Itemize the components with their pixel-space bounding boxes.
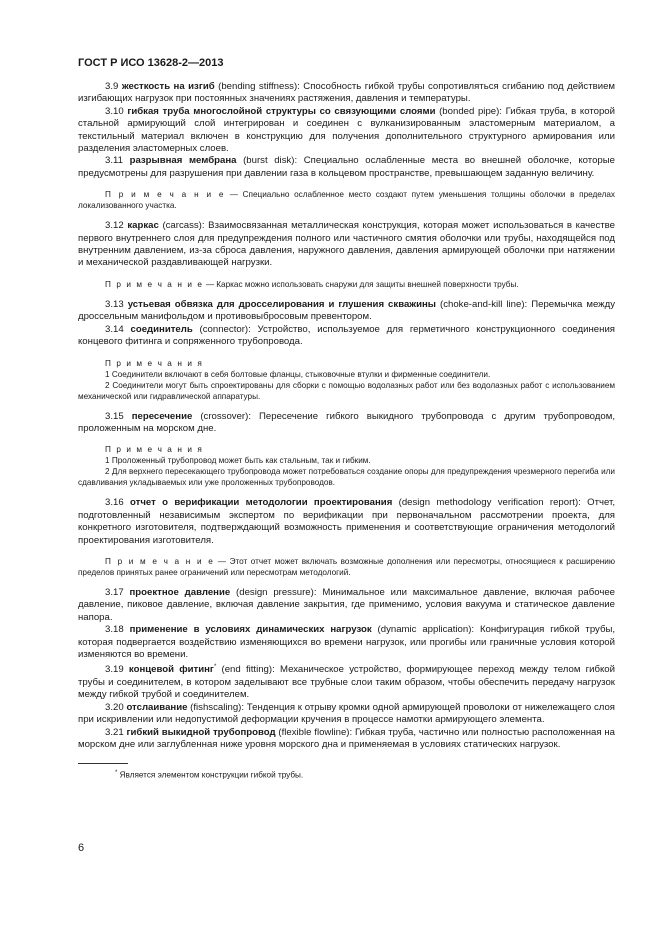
document-header: ГОСТ Р ИСО 13628-2—2013 — [78, 57, 224, 69]
term: жесткость на изгиб — [121, 81, 215, 92]
definition-3-21: 3.21 гибкий выкидной трубопровод (flexible flowline): Гибкая труба, частично или полностью расположенная на морском дне или заглубленная ниже уровня морского дна и применяемая в условиях статических нагрузок. — [78, 726, 616, 750]
note-3-14-heading: П р и м е ч а н и я — [105, 358, 204, 368]
definition-3-10: 3.10 гибкая труба многослойной структуры со связующими слоями (bonded pipe): Гибкая труба, в которой стальной армирующий слой интегрирован и соединен с вулканизированным эластомерным материалом, а текстильный материал включен в конструкцию для получения дополнительного структурного армирования или разделения эластомерных слоев. — [78, 105, 615, 155]
footnote-marker: * — [213, 664, 217, 671]
term: соединитель — [130, 323, 193, 335]
definition-3-19: 3.19 концевой фитинг* (end fitting): Механическое устройство, формирующее переход между телом гибкой трубы и соединителем, в котором заделывают все трубные слои таким образом, чтобы обеспечить передачу нагрузок между гибкой трубой и соединителем. — [78, 664, 615, 701]
term: гибкий выкидной трубопровод — [126, 726, 276, 738]
term: пересечение — [131, 410, 193, 422]
definition-3-12: 3.12 каркас (carcass): Взаимосвязанная металлическая конструкция, которая может использоваться в качестве первого внутреннего слоя для предупреждения полного или частичного смятия оболочки или трубы, находящейся под внутренним давлением, из-за сброса давления, наружного давления, давления армирующей оболочки при натяжении и механической раздавливающей нагрузки. — [78, 220, 615, 269]
term: отслаивание — [126, 701, 188, 713]
term: применение в условиях динамических нагрузок — [129, 624, 372, 636]
term: отчет о верификации методологии проектирования — [130, 497, 393, 509]
definition-3-16: 3.16 отчет о верификации методологии проектирования (design methodology verification report): Отчет, подготовленный независимым экспертом по верификации при первоначальном рассмотрении проекта, для конкретного изготовителя, подтверждающий возможность применения и соответствующие ограничения методологий проектирования изготовителя. — [78, 497, 616, 546]
note-3-14-item: 1 Соединители включают в себя болтовые фланцы, стыковочные втулки и фирменные соединители. — [105, 369, 491, 379]
note-3-15-item: 2 Для верхнего пересекающего трубопровода может потребоваться создание опоры для предупреждения чрезмерного перегиба или сдавливания укладываемых или уже проложенных трубопроводов. — [78, 467, 615, 488]
definition-3-9: 3.9 жесткость на изгиб (bending stiffness): Способность гибкой трубы сопротивляться сгибанию под действием изгибающих нагрузок при постоянных значениях растяжения, давления и температуры. — [78, 81, 615, 105]
note-3-14-item: 2 Соединители могут быть спроектированы для сборки с помощью водолазных работ или без водолазных работ с использованием механической или гидравлической аппаратуры. — [78, 380, 615, 401]
note-3-12: П р и м е ч а н и е — Каркас можно использовать снаружи для защиты внешней поверхности трубы. — [105, 279, 519, 289]
term: разрывная мембрана — [129, 155, 237, 167]
footnote: * Является элементом конструкции гибкой трубы. — [115, 770, 304, 781]
page-number: 6 — [78, 842, 85, 854]
term: устьевая обвязка для дросселирования и глушения скважины — [127, 298, 436, 310]
definition-3-11: 3.11 разрывная мембрана (burst disk): Специально ослабленные места во внешней оболочке, которые предусмотрены для разрушения при давлении газа в кольцевом пространстве, превышающем заданную величину. — [78, 155, 615, 179]
definition-3-15: 3.15 пересечение (crossover): Пересечение гибкого выкидного трубопровода с другим трубопроводом, проложенным на морском дне. — [78, 410, 616, 434]
note-3-15-item: 1 Проложенный трубопровод может быть как стальным, так и гибким. — [105, 456, 371, 466]
note-3-11: П р и м е ч а н и е — Специально ослабленное место создают путем уменьшения толщины оболочки в пределах локализованного участка. — [78, 190, 615, 211]
definition-3-14: 3.14 соединитель (connector): Устройство, используемое для герметичного конструкционного соединения концевого фитинга и сопряженного трубопровода. — [78, 323, 615, 348]
term: гибкая труба многослойной структуры со связующими слоями — [127, 105, 436, 117]
note-3-16: П р и м е ч а н и е — Этот отчет может включать возможные дополнения или пересмотры, относящиеся к расширению пределов принятых ранее ограничений или пересмотрам методологий. — [78, 556, 615, 577]
definition-3-18: 3.18 применение в условиях динамических нагрузок (dynamic application): Конфигурация гибкой трубы, которая подвергается воздействию изменяющихся во времени нагрузок, или прогибы или граничные условия которой изменяются во времени. — [78, 624, 616, 660]
footnote-divider — [78, 763, 128, 764]
document-page — [78, 57, 615, 781]
note-3-15-heading: П р и м е ч а н и я — [105, 445, 204, 455]
term: проектное давление — [129, 586, 231, 598]
definition-3-20: 3.20 отслаивание (fishscaling): Тенденция к отрыву кромки одной армирующей проволоки от нижележащего слоя при искривлении или недопустимой деформации кручения в процессе намотки армирующего элемента. — [78, 701, 615, 726]
definition-3-17: 3.17 проектное давление (design pressure): Минимальное или максимальное давление, включая рабочее давление, пиковое давление, включая давление закрытия, где применимо, условия вакуума и статическое давление напора. — [78, 586, 616, 623]
definition-3-13: 3.13 устьевая обвязка для дросселирования и глушения скважины (choke-and-kill line): Перемычка между дроссельным манифольдом и противовыбросовым превентором. — [78, 298, 615, 323]
term: концевой фитинг — [128, 664, 214, 676]
term: каркас — [127, 220, 159, 232]
